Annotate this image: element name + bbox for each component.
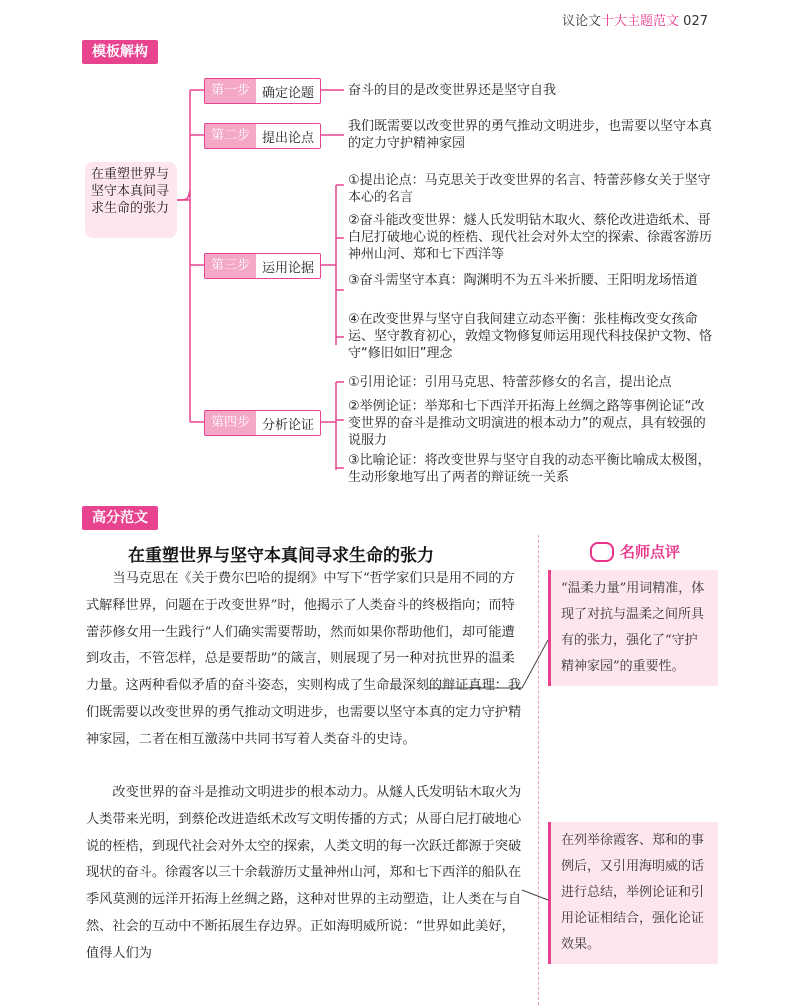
step-3-item-3: ③奋斗需坚守本真：陶渊明不为五斗米折腰、王阳明龙场悟道 [348, 273, 698, 288]
article-paragraph-1: 当马克思在《关于费尔巴哈的提纲》中写下“哲学家们只是用不同的方式解释世界，问题在于改变世界”时，他揭示了人类奋斗的终极指向；而特蕾莎修女用一生践行“人们确实需要帮助，然而如果你帮助他们，却可能遭到攻击，不管怎样，总是要帮助”的箴言，则展现了另一种对抗世界的温柔力量。这两种看似矛盾的奋斗姿态，实则构成了生命最深刻的辩证真理：我们既需要以改变世界的勇气推动文明进步，也需要以坚守本真的定力守护精神家园，二者在相互激荡中共同书写着人类奋斗的史诗。 [86, 571, 522, 747]
step-4-num: 第四步 [205, 411, 256, 435]
step-3-name: 运用论据 [262, 260, 315, 276]
sidebar-divider [538, 535, 539, 1005]
step-3-item-4: ④在改变世界与坚守自我间建立动态平衡：张桂梅改变女孩命运、坚守教育初心，敦煌文物修复师运用现代科技保护文物、恪守“修旧如旧”理念 [348, 312, 713, 361]
comment-note-1: “温柔力量”用词精准，体现了对抗与温柔之间所具有的张力，强化了“守护精神家园”的重要性。 [548, 570, 718, 686]
step-4-item-1: ①引用论证：引用马克思、特蕾莎修女的名言，提出论点 [348, 375, 672, 390]
step-2-item: 我们既需要以改变世界的勇气推动文明进步，也需要以坚守本真的定力守护精神家园 [348, 119, 713, 151]
step-1 [204, 78, 321, 104]
page-number: 027 [683, 14, 708, 29]
step-3-item-1: ①提出论点：马克思关于改变世界的名言、特蕾莎修女关于坚守本心的名言 [348, 173, 711, 205]
step-4-item-2: ②举例论证：举郑和七下西洋开拓海上丝绸之路等事例论证“改变世界的奋斗是推动文明演进的根本动力”的观点，具有较强的说服力 [348, 399, 706, 448]
sidebar-title: 名师点评 [620, 543, 681, 561]
mindmap-root: 在重塑世界与坚守本真间寻求生命的张力 [85, 162, 177, 238]
step-4-name: 分析论证 [262, 417, 315, 433]
step-1-name: 确定论题 [262, 85, 315, 101]
header-accent: 十大主题范文 [601, 14, 680, 29]
step-3 [204, 253, 321, 279]
step-2 [204, 123, 321, 149]
step-3-num: 第三步 [205, 254, 256, 278]
comment-note-2: 在列举徐霞客、郑和的事例后，又引用海明威的话进行总结，举例论证和引用论证相结合，强化论证效果。 [548, 822, 718, 964]
sidebar-heading [590, 541, 680, 562]
step-4 [204, 410, 321, 436]
step-3-item-2: ②奋斗能改变世界：燧人氏发明钻木取火、蔡伦改进造纸术、哥白尼打破地心说的桎梏、现代社会对外太空的探索、徐霞客游历神州山河、郑和七下西洋等 [348, 213, 713, 262]
step-1-num: 第一步 [205, 79, 256, 103]
step-4-item-3: ③比喻论证：将改变世界与坚守自我的动态平衡比喻成太极图，生动形象地写出了两者的辩证统一关系 [348, 453, 711, 485]
section-tab-essay: 高分范文 [82, 506, 158, 530]
chat-bubble-icon [590, 542, 614, 562]
step-1-item: 奋斗的目的是改变世界还是坚守自我 [348, 83, 557, 98]
step-2-name: 提出论点 [262, 130, 315, 146]
header-prefix: 议论文 [562, 14, 602, 29]
step-2-num: 第二步 [205, 124, 256, 148]
article-paragraph-2: 改变世界的奋斗是推动文明进步的根本动力。从燧人氏发明钻木取火为人类带来光明，到蔡伦改进造纸术改写文明传播的方式；从哥白尼打破地心说的桎梏，到现代社会对外太空的探索，人类文明的每一次跃迁都源于突破现状的奋斗。徐霞客以三十余载游历丈量神州山河，郑和七下西洋的船队在季风莫测的远洋开拓海上丝绸之路，这种对世界的主动塑造，让人类在与自然、社会的互动中不断拓展生存边界。正如海明威所说：“世界如此美好，值得人们为 [86, 785, 522, 961]
section-tab-template: 模板解构 [82, 40, 158, 64]
article-title: 在重塑世界与坚守本真间寻求生命的张力 [128, 546, 434, 566]
